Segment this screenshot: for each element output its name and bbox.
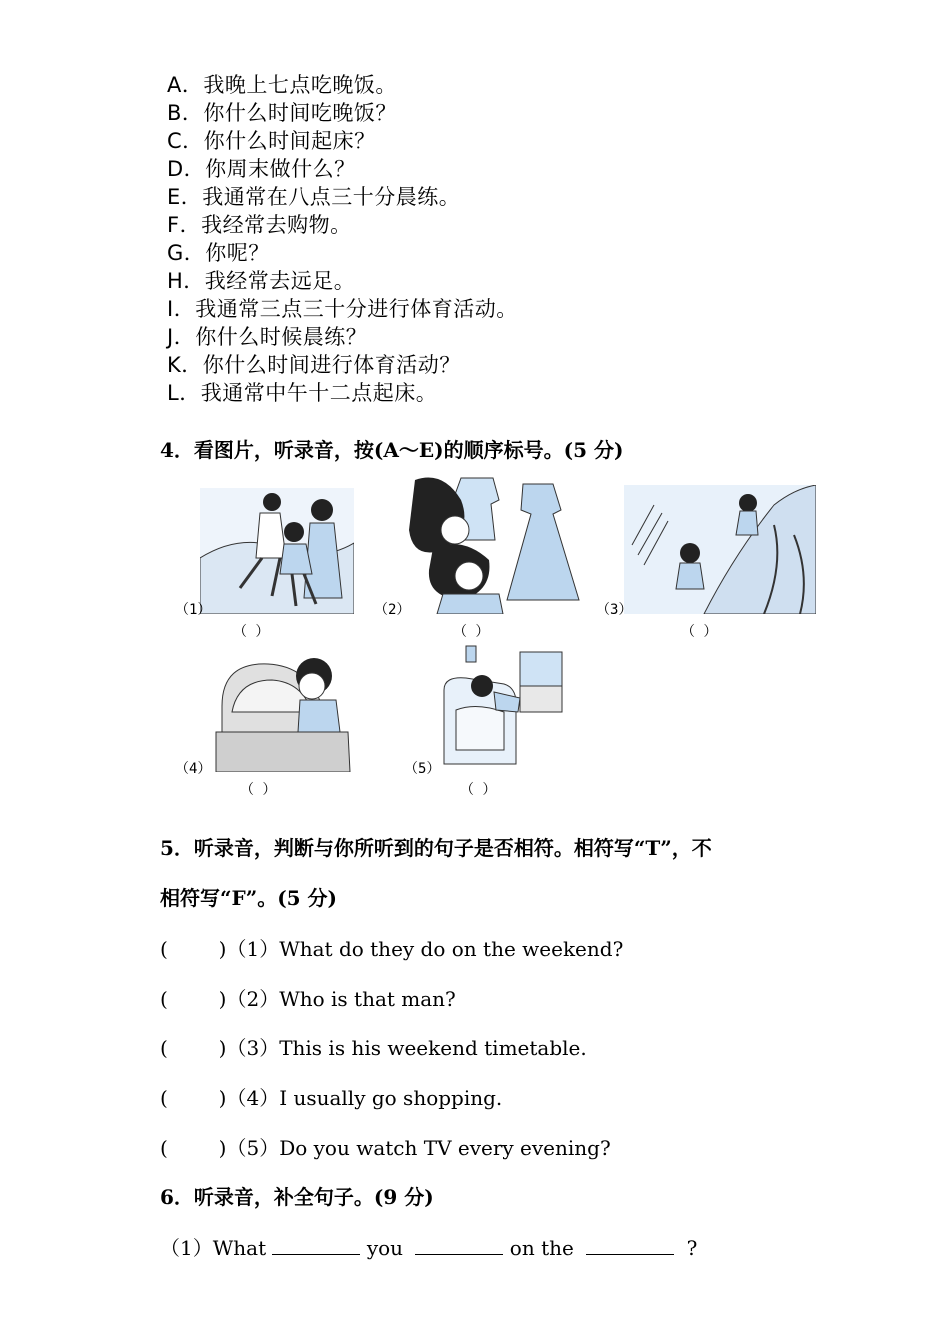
q5-item-2: [160, 983, 456, 1012]
q5-item-3: [160, 1032, 587, 1061]
answer-paren-2[interactable]: （ ）: [453, 624, 490, 640]
answer-paren-1[interactable]: （ ）: [233, 624, 270, 640]
q6-text: （1）What: [160, 1236, 267, 1260]
fill-blank[interactable]: [586, 1236, 674, 1255]
picture-shopping: [403, 470, 589, 614]
fill-blank[interactable]: [272, 1236, 360, 1255]
option-k: K．你什么时间进行体育活动？: [167, 353, 461, 377]
option-e: E．我通常在八点三十分晨练。: [167, 185, 461, 209]
picture-piano: [212, 646, 354, 772]
option-j: J．你什么时候晨练？: [167, 325, 368, 349]
option-l: L．我通常中午十二点起床。: [167, 381, 438, 405]
option-h: H．我经常去远足。: [167, 269, 356, 293]
option-a: A．我晚上七点吃晚饭。: [167, 73, 397, 97]
q5-item-5: [160, 1132, 611, 1161]
q5-item-text: （5）Do you watch TV every evening?: [226, 1136, 611, 1160]
q4-heading: 4．看图片，听录音，按(A～E)的顺序标号。(5 分): [160, 438, 624, 462]
q6-text: ?: [686, 1236, 698, 1260]
q5-heading-line1: 5．听录音，判断与你所听到的句子是否相符。相符写“T”，不: [160, 836, 712, 860]
option-d: D．你周末做什么？: [167, 157, 356, 181]
option-g: G．你呢？: [167, 241, 270, 265]
answer-bracket[interactable]: ( ): [160, 937, 227, 961]
option-b: B．你什么时间吃晚饭？: [167, 101, 397, 125]
answer-paren-3[interactable]: （ ）: [681, 624, 718, 640]
picture-climbing: [624, 485, 816, 614]
q5-item-4: [160, 1082, 502, 1111]
q5-heading-line2: 相符写“F”。(5 分): [160, 886, 338, 910]
answer-bracket[interactable]: ( ): [160, 1086, 227, 1110]
q6-sentence-1: [160, 1232, 697, 1261]
option-i: I．我通常三点三十分进行体育活动。: [167, 297, 518, 321]
q5-item-text: （2）Who is that man?: [226, 987, 456, 1011]
fill-blank[interactable]: [415, 1236, 503, 1255]
picture-tv: [436, 640, 566, 770]
q6-text: on the: [509, 1236, 574, 1260]
q6-text: you: [366, 1236, 404, 1260]
picture-label-2: （2）: [374, 602, 411, 618]
q6-heading: 6．听录音，补全句子。(9 分): [160, 1185, 434, 1209]
option-f: F．我经常去购物。: [167, 213, 352, 237]
q5-item-text: （4）I usually go shopping.: [226, 1086, 503, 1110]
q5-item-text: （3）This is his weekend timetable.: [226, 1036, 587, 1060]
answer-bracket[interactable]: ( ): [160, 1036, 227, 1060]
picture-label-4: （4）: [175, 761, 212, 777]
picture-label-5: （5）: [404, 761, 441, 777]
picture-hiking: [200, 488, 354, 614]
option-c: C．你什么时间起床？: [167, 129, 376, 153]
answer-paren-5[interactable]: （ ）: [460, 782, 497, 798]
picture-label-3: （3）: [596, 602, 633, 618]
picture-label-1: （1）: [175, 602, 212, 618]
q5-item-1: [160, 933, 623, 962]
answer-paren-4[interactable]: （ ）: [240, 782, 277, 798]
answer-bracket[interactable]: ( ): [160, 1136, 227, 1160]
q5-item-text: （1）What do they do on the weekend?: [226, 937, 624, 961]
answer-bracket[interactable]: ( ): [160, 987, 227, 1011]
